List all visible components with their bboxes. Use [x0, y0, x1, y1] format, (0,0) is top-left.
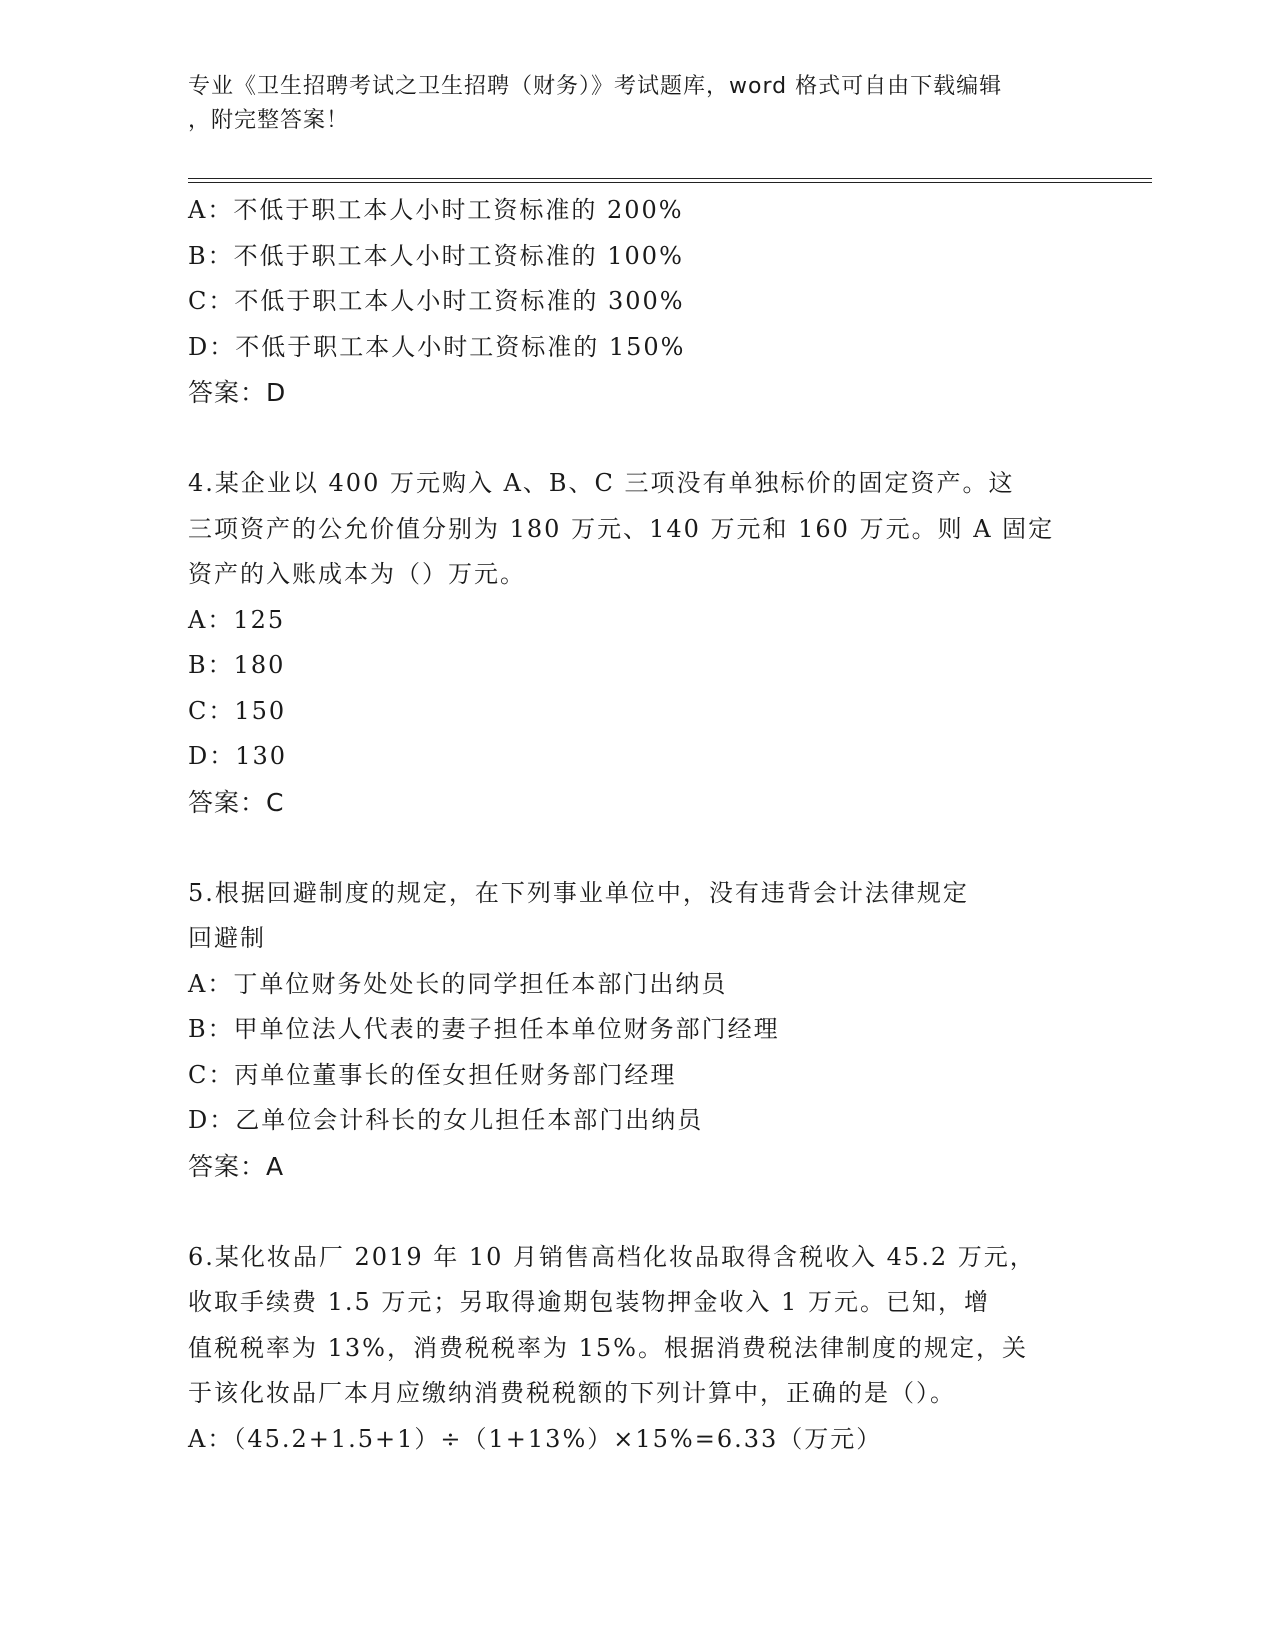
- q5-option-c: C：丙单位董事长的侄女担任财务部门经理: [188, 1060, 677, 1089]
- q6-option-a: A：（45.2+1.5+1）÷（1+13%）×15%=6.33（万元）: [188, 1424, 883, 1453]
- q5-option-d: D：乙单位会计科长的女儿担任本部门出纳员: [188, 1106, 704, 1134]
- q6-stem-line-2: 收取手续费 1.5 万元；另取得逾期包装物押金收入 1 万元。已知，增: [188, 1288, 990, 1316]
- q4-option-b: B：180: [188, 651, 286, 679]
- q4-stem-line-2: 三项资产的公允价值分别为 180 万元、140 万元和 160 万元。则 A 固定: [188, 514, 1055, 543]
- q5-option-a: A：丁单位财务处处长的同学担任本部门出纳员: [188, 969, 728, 998]
- q4-stem-line-1: 4.某企业以 400 万元购入 A、B、C 三项没有单独标价的固定资产。这: [188, 469, 1015, 497]
- spacer: [188, 1189, 1088, 1235]
- q6-stem-line-3: 值税税率为 13%，消费税税率为 15%。根据消费税法律制度的规定，关: [188, 1333, 1028, 1362]
- header-divider-bottom: [188, 182, 1152, 183]
- q5-stem-line-2: 回避制: [188, 924, 266, 952]
- spacer: [188, 416, 1088, 462]
- intro-line-1: 专业《卫生招聘考试之卫生招聘（财务）》考试题库，word 格式可自由下载编辑: [188, 74, 1003, 99]
- q6-stem-line-1: 6.某化妆品厂 2019 年 10 月销售高档化妆品取得含税收入 45.2 万元，: [188, 1242, 1036, 1271]
- q5-stem-line-1: 5.根据回避制度的规定，在下列事业单位中，没有违背会计法律规定: [188, 878, 969, 907]
- q4-stem-line-3: 资产的入账成本为（）万元。: [188, 560, 526, 588]
- q4-option-d: D：130: [188, 742, 288, 770]
- question-3: [188, 188, 1088, 416]
- question-6: [188, 1235, 1088, 1463]
- q3-option-c: C：不低于职工本人小时工资标准的 300%: [188, 287, 685, 315]
- intro-line-2: ，附完整答案！: [188, 108, 350, 133]
- q5-answer: 答案：A: [188, 1151, 285, 1181]
- q5-option-b: B：甲单位法人代表的妻子担任本单位财务部门经理: [188, 1015, 780, 1043]
- q3-option-d: D：不低于职工本人小时工资标准的 150%: [188, 332, 686, 361]
- q3-option-b: B：不低于职工本人小时工资标准的 100%: [188, 241, 684, 270]
- q6-stem-line-4: 于该化妆品厂本月应缴纳消费税税额的下列计算中，正确的是（）。: [188, 1379, 956, 1407]
- q4-option-c: C：150: [188, 696, 287, 725]
- q3-option-a: A：不低于职工本人小时工资标准的 200%: [188, 196, 684, 224]
- question-content: [188, 188, 1088, 1462]
- q4-option-a: A：125: [188, 605, 286, 634]
- question-5: [188, 871, 1088, 1190]
- question-4: [188, 461, 1088, 825]
- spacer: [188, 825, 1088, 871]
- q3-answer: 答案：D: [188, 378, 287, 407]
- q4-answer: 答案：C: [188, 787, 285, 817]
- document-intro: [188, 70, 1088, 138]
- header-divider-top: [188, 178, 1152, 179]
